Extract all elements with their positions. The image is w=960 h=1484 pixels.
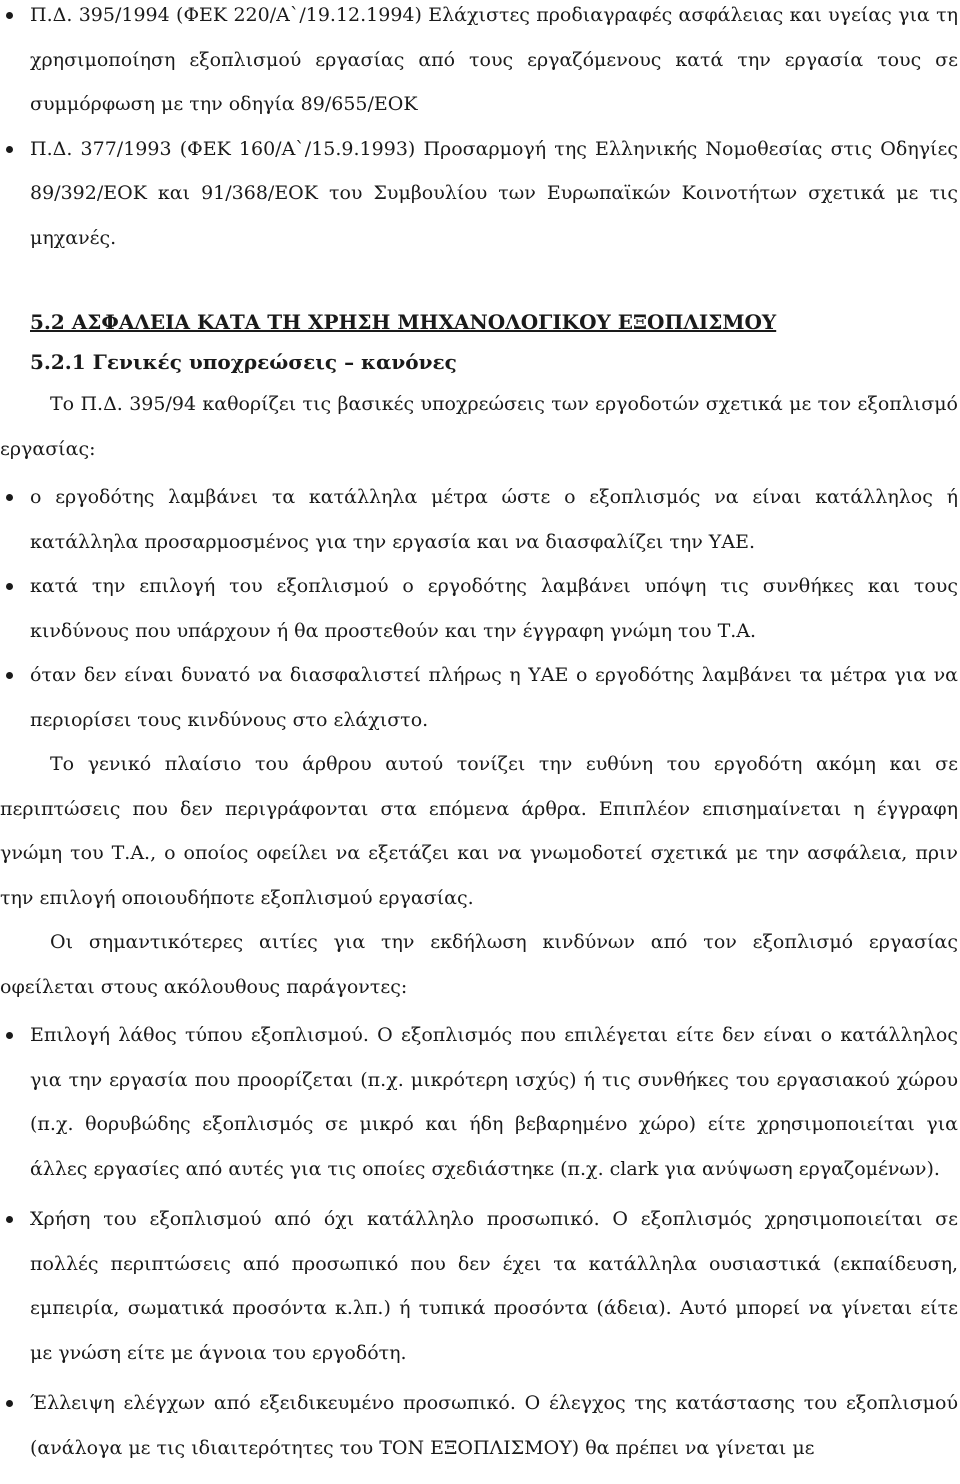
list-item-text: Έλλειψη ελέγχων από εξειδικευμένο προσωπικό. Ο έλεγχος της κατάστασης του εξοπλισμού (ανάλογα με τις ιδιαιτερότητες του ΤΟΝ ΕΞΟΠΛΙΣΜΟΥ) θα πρέπει να γίνεται με bbox=[30, 1392, 958, 1459]
bullet-icon bbox=[6, 583, 13, 590]
bullet-icon bbox=[6, 1216, 13, 1223]
bullet-icon bbox=[6, 146, 13, 153]
list-item-text: κατά την επιλογή του εξοπλισμού ο εργοδότης λαμβάνει υπόψη τις συνθήκες και τους κινδύνους που υπάρχουν ή θα προστεθούν και την έγγραφη γνώμη του Τ.Α. bbox=[30, 575, 958, 642]
list-item bbox=[30, 1197, 958, 1375]
list-item bbox=[30, 1381, 958, 1470]
framework-paragraph: Το γενικό πλαίσιο του άρθρου αυτού τονίζει την ευθύνη του εργοδότη ακόμη και σε περιπτώσεις που δεν περιγράφονται στα επόμενα άρθρα. Επιπλέον επισημαίνεται η έγγραφη γνώμη του Τ.Α., ο οποίος οφείλει να εξετάζει και να γνωμοδοτεί σχετικά με την ασφάλεια, πριν την επιλογή οποιουδήποτε εξοπλισμού εργασίας. bbox=[0, 753, 958, 909]
list-item-text: Επιλογή λάθος τύπου εξοπλισμού. Ο εξοπλισμός που επιλέγεται είτε δεν είναι ο κατάλληλος για την εργασία που προορίζεται (π.χ. μικρότερη ισχύς) ή τις συνθήκες του εργασιακού χώρου (π.χ. θορυβώδης εξοπλισμός σε μικρό και ήδη βεβαρημένο χώρο) είτε χρησιμοποιείται για άλλες εργασίες από αυτές για τις οποίες σχεδιάστηκε (π.χ. clark για ανύψωση εργαζομένων). bbox=[30, 1024, 958, 1180]
list-item bbox=[30, 0, 958, 127]
list-item-text: Π.Δ. 395/1994 (ΦΕΚ 220/Α`/19.12.1994) Ελάχιστες προδιαγραφές ασφάλειας και υγείας για τη χρησιμοποίηση εξοπλισμού εργασίας από τους εργαζόμενους κατά την εργασία τους σε συμμόρφωση με την οδηγία 89/655/ΕΟΚ bbox=[30, 4, 958, 115]
list-item bbox=[30, 127, 958, 261]
bullet-icon bbox=[6, 12, 13, 19]
causes-list bbox=[30, 1013, 958, 1470]
intro-paragraph: Το Π.Δ. 395/94 καθορίζει τις βασικές υποχρεώσεις των εργοδοτών σχετικά με τον εξοπλισμό εργασίας: bbox=[0, 393, 958, 460]
list-item bbox=[30, 653, 958, 742]
obligations-list bbox=[30, 475, 958, 742]
causes-paragraph: Οι σημαντικότερες αιτίες για την εκδήλωση κινδύνων από τον εξοπλισμό εργασίας οφείλεται στους ακόλουθους παράγοντες: bbox=[0, 931, 958, 998]
list-item-text: ο εργοδότης λαμβάνει τα κατάλληλα μέτρα ώστε ο εξοπλισμός να είναι κατάλληλος ή κατάλληλα προσαρμοσμένος για την εργασία και να διασφαλίζει την ΥΑΕ. bbox=[30, 486, 958, 553]
bullet-icon bbox=[6, 494, 13, 501]
bullet-icon bbox=[6, 672, 13, 679]
subsection-heading: 5.2.1 Γενικές υποχρεώσεις – κανόνες bbox=[30, 350, 457, 374]
bullet-icon bbox=[6, 1400, 13, 1407]
list-item-text: όταν δεν είναι δυνατό να διασφαλιστεί πλήρως η ΥΑΕ ο εργοδότης λαμβάνει τα μέτρα για να περιορίσει τους κινδύνους στο ελάχιστο. bbox=[30, 664, 958, 731]
legislation-list bbox=[30, 0, 958, 260]
list-item bbox=[30, 564, 958, 653]
list-item bbox=[30, 475, 958, 564]
list-item-text: Π.Δ. 377/1993 (ΦΕΚ 160/Α`/15.9.1993) Προσαρμογή της Ελληνικής Νομοθεσίας στις Οδηγίες 89/392/ΕΟΚ και 91/368/ΕΟΚ του Συμβουλίου των Ευρωπαϊκών Κοινοτήτων σχετικά με τις μηχανές. bbox=[30, 137, 958, 249]
section-heading: 5.2 ΑΣΦΑΛΕΙΑ ΚΑΤΑ ΤΗ ΧΡΗΣΗ ΜΗΧΑΝΟΛΟΓΙΚΟΥ ΕΞΟΠΛΙΣΜΟΥ bbox=[30, 310, 777, 334]
bullet-icon bbox=[6, 1032, 13, 1039]
list-item-text: Χρήση του εξοπλισμού από όχι κατάλληλο προσωπικό. Ο εξοπλισμός χρησιμοποιείται σε πολλές περιπτώσεις από προσωπικό που δεν έχει τα κατάλληλα ουσιαστικά (εκπαίδευση, εμπειρία, σωματικά προσόντα κ.λπ.) ή τυπικά προσόντα (άδεια). Αυτό μπορεί να γίνεται είτε με γνώση είτε με άγνοια του εργοδότη. bbox=[30, 1208, 958, 1364]
list-item bbox=[30, 1013, 958, 1191]
